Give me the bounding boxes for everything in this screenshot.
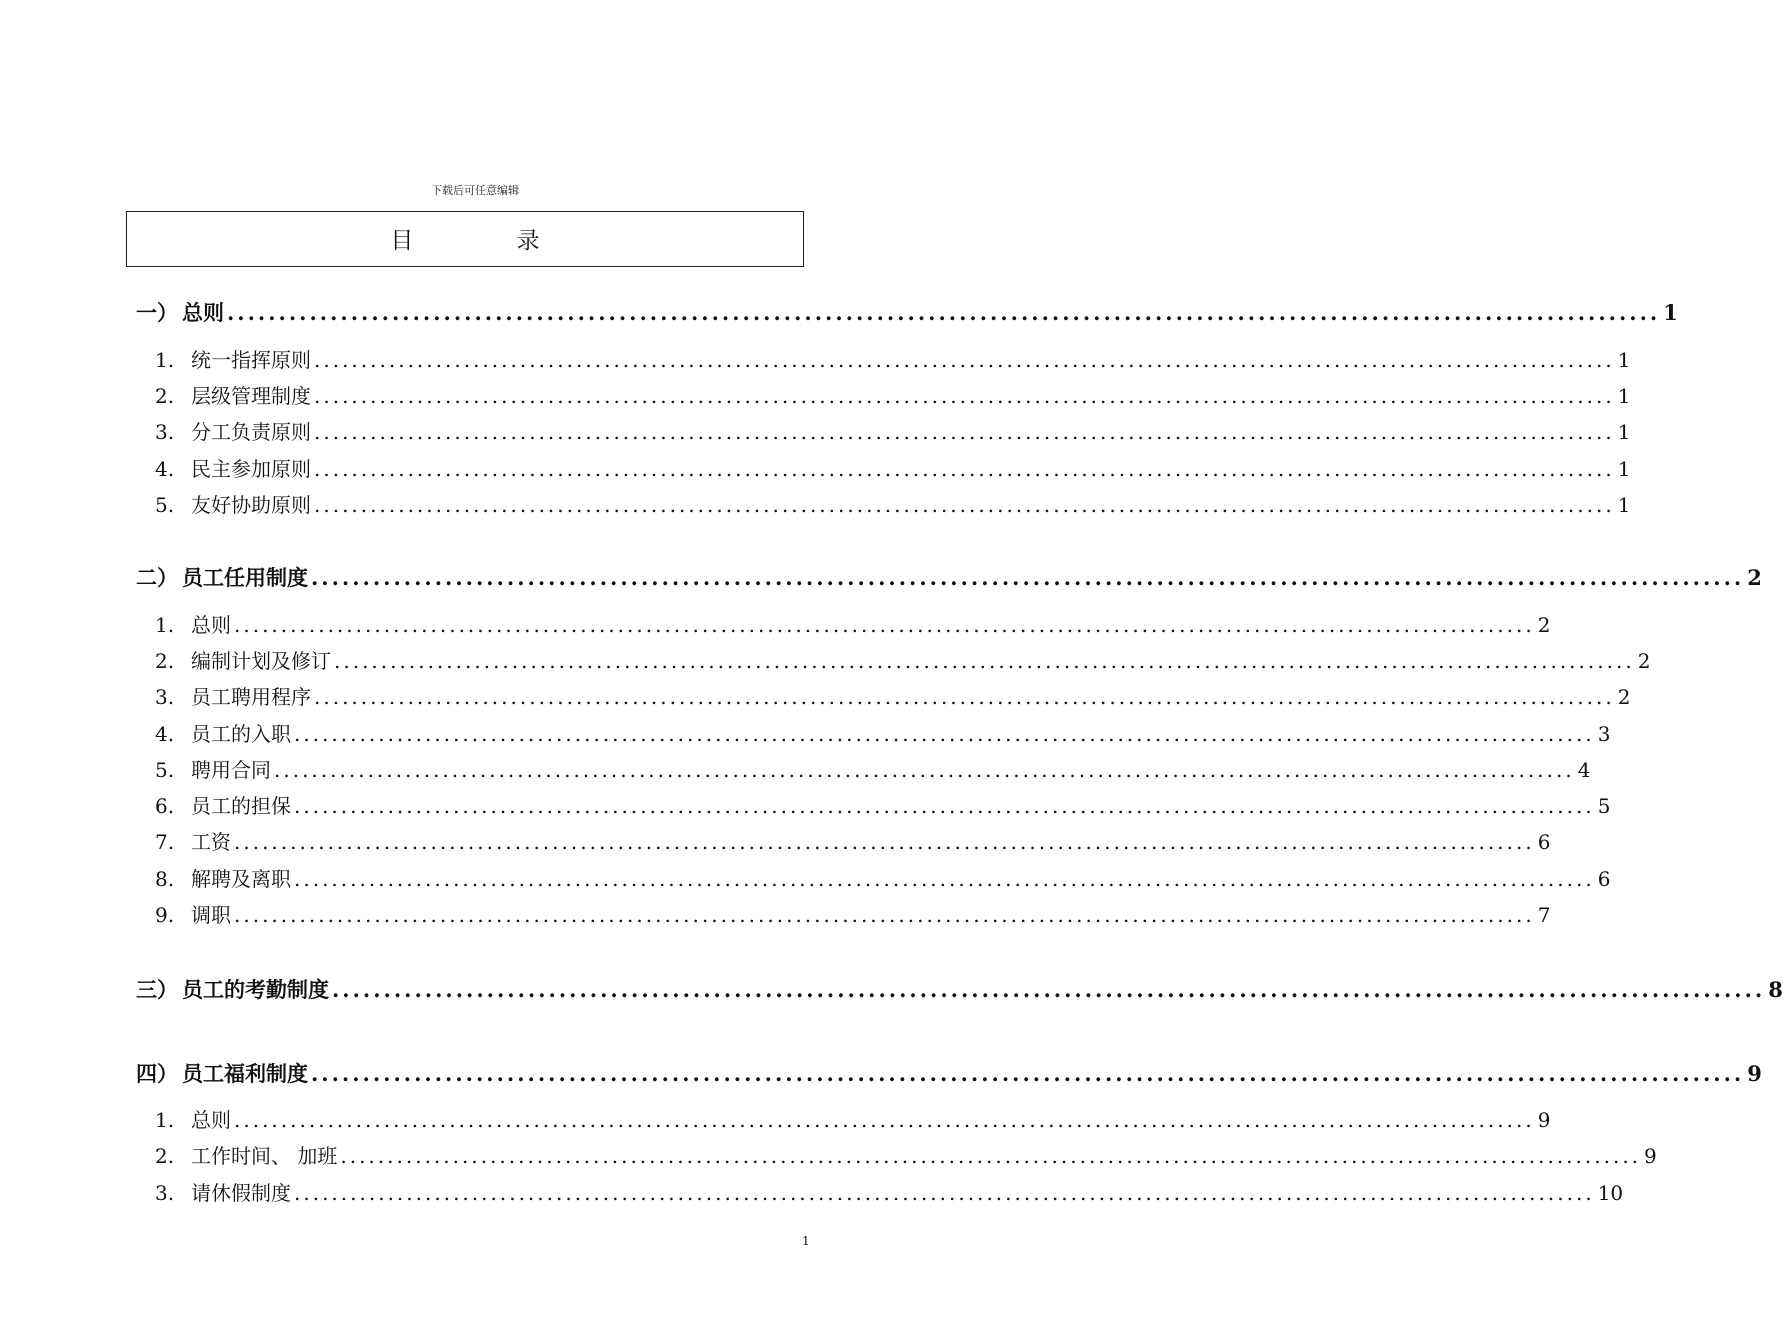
toc-label: 员工福利制度 — [182, 1062, 308, 1086]
toc-item[interactable] — [155, 1177, 1624, 1206]
toc-label: 总则 — [182, 301, 224, 325]
toc-section[interactable] — [136, 1058, 1762, 1088]
toc-leader: ........................................................................................................................................... — [294, 867, 1595, 891]
toc-label: 编制计划及修订 — [191, 649, 331, 673]
toc-leader: ........................................................................................................................................... — [314, 493, 1615, 517]
toc-leader: ........................................................................................................................................... — [234, 903, 1535, 927]
toc-number: 6. — [155, 794, 175, 818]
toc-item[interactable] — [155, 645, 1651, 674]
toc-item[interactable] — [155, 863, 1611, 892]
toc-label: 工作时间、 加班 — [191, 1144, 338, 1168]
toc-number: 2. — [155, 384, 175, 408]
toc-number: 四） — [136, 1061, 178, 1086]
toc-page: 1 — [1617, 493, 1631, 517]
toc-page: 1 — [1663, 300, 1678, 325]
toc-label: 员工聘用程序 — [191, 685, 311, 709]
toc-label: 层级管理制度 — [191, 384, 311, 408]
toc-leader: ........................................................................................................................................... — [314, 384, 1615, 408]
toc-page: 1 — [1617, 420, 1631, 444]
toc-number: 2. — [155, 1144, 175, 1168]
toc-page: 6 — [1537, 830, 1551, 854]
toc-page: 6 — [1597, 867, 1611, 891]
toc-number: 5. — [155, 758, 175, 782]
toc-page: 2 — [1747, 565, 1762, 590]
toc-page: 10 — [1597, 1181, 1624, 1205]
toc-label: 友好协助原则 — [191, 493, 311, 517]
title-box — [126, 211, 804, 267]
toc-label: 请休假制度 — [191, 1181, 291, 1205]
toc-number: 4. — [155, 722, 175, 746]
page-number: 1 — [802, 1234, 810, 1248]
toc-leader: ........................................................................................................................................... — [314, 457, 1615, 481]
toc-label: 总则 — [191, 613, 231, 637]
toc-page: 2 — [1537, 613, 1551, 637]
toc-leader: ........................................................................................................................................... — [314, 420, 1615, 444]
toc-leader: ........................................................................................................................................... — [274, 758, 1575, 782]
toc-item[interactable] — [155, 1140, 1657, 1169]
toc-label: 总则 — [191, 1108, 231, 1132]
toc-item[interactable] — [155, 681, 1631, 710]
toc-item[interactable] — [155, 344, 1631, 373]
toc-item[interactable] — [155, 718, 1611, 747]
toc-page: 4 — [1577, 758, 1591, 782]
toc-item[interactable] — [155, 609, 1551, 638]
toc-item[interactable] — [155, 899, 1551, 928]
toc-label: 员工的入职 — [191, 722, 291, 746]
toc-label: 工资 — [191, 830, 231, 854]
toc-number: 3. — [155, 685, 175, 709]
toc-label: 调职 — [191, 903, 231, 927]
toc-leader: ........................................................................................................................................... — [314, 685, 1615, 709]
toc-number: 1. — [155, 1108, 175, 1132]
toc-page: 2 — [1617, 685, 1631, 709]
toc-section[interactable] — [136, 562, 1762, 592]
toc-number: 3. — [155, 1181, 175, 1205]
toc-leader: ........................................................................................................................................... — [294, 1181, 1595, 1205]
toc-leader: ........................................................................................................................................... — [311, 565, 1745, 590]
toc-number: 1. — [155, 613, 175, 637]
toc-label: 员工的担保 — [191, 794, 291, 818]
toc-item[interactable] — [155, 826, 1551, 855]
toc-item[interactable] — [155, 489, 1631, 518]
toc-item[interactable] — [155, 790, 1611, 819]
toc-label: 分工负责原则 — [191, 420, 311, 444]
header-note: 下载后可任意编辑 — [431, 184, 519, 197]
toc-page: 9 — [1644, 1144, 1657, 1168]
toc-leader: ........................................................................................................................................... — [340, 1144, 1642, 1168]
toc-number: 1. — [155, 348, 175, 372]
toc-label: 民主参加原则 — [191, 457, 311, 481]
toc-page: 7 — [1537, 903, 1551, 927]
toc-number: 7. — [155, 830, 175, 854]
toc-leader: ........................................................................................................................................... — [294, 722, 1595, 746]
toc-page: 5 — [1597, 794, 1611, 818]
toc-leader: ........................................................................................................................................... — [334, 649, 1635, 673]
toc-label: 员工的考勤制度 — [182, 978, 329, 1002]
toc-item[interactable] — [155, 416, 1631, 445]
toc-label: 聘用合同 — [191, 758, 271, 782]
toc-page: 9 — [1537, 1108, 1551, 1132]
toc-page: 1 — [1617, 348, 1631, 372]
toc-page: 1 — [1617, 384, 1631, 408]
toc-leader: ........................................................................................................................................... — [234, 1108, 1535, 1132]
toc-page: 2 — [1637, 649, 1651, 673]
toc-number: 8. — [155, 867, 175, 891]
toc-item[interactable] — [155, 754, 1591, 783]
toc-leader: ........................................................................................................................................... — [294, 794, 1595, 818]
toc-number: 三） — [136, 977, 178, 1002]
toc-section[interactable] — [136, 297, 1678, 327]
toc-leader: ........................................................................................................................................... — [332, 977, 1766, 1002]
toc-leader: ........................................................................................................................................... — [234, 830, 1535, 854]
toc-label: 统一指挥原则 — [191, 348, 311, 372]
toc-number: 9. — [155, 903, 175, 927]
toc-number: 2. — [155, 649, 175, 673]
page-title: 目 录 — [390, 228, 588, 254]
toc-page: 8 — [1768, 977, 1783, 1002]
toc-page: 1 — [1617, 457, 1631, 481]
toc-label: 解聘及离职 — [191, 867, 291, 891]
toc-number: 二） — [136, 565, 178, 590]
toc-number: 5. — [155, 493, 175, 517]
toc-section[interactable] — [136, 974, 1783, 1004]
toc-item[interactable] — [155, 453, 1631, 482]
toc-number: 一） — [136, 300, 178, 325]
toc-page: 9 — [1747, 1061, 1762, 1086]
toc-leader: ........................................................................................................................................... — [311, 1061, 1745, 1086]
toc-label: 员工任用制度 — [182, 566, 308, 590]
toc-item[interactable] — [155, 380, 1631, 409]
toc-item[interactable] — [155, 1104, 1551, 1133]
toc-leader: ........................................................................................................................................... — [227, 300, 1661, 325]
toc-leader: ........................................................................................................................................... — [234, 613, 1535, 637]
toc-number: 4. — [155, 457, 175, 481]
toc-number: 3. — [155, 420, 175, 444]
toc-page: 3 — [1597, 722, 1611, 746]
toc-leader: ........................................................................................................................................... — [314, 348, 1615, 372]
